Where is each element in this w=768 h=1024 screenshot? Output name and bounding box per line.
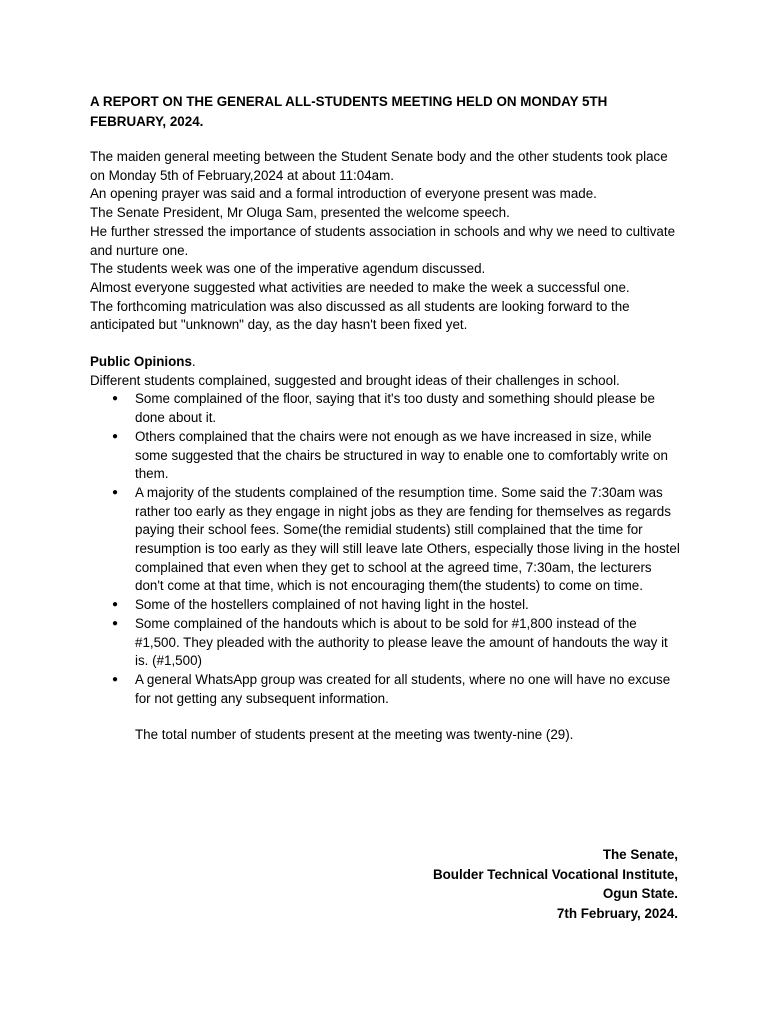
report-title: A REPORT ON THE GENERAL ALL-STUDENTS MEETING HELD ON MONDAY 5TH FEBRUARY, 2024. <box>90 94 608 129</box>
section-heading-suffix: . <box>191 354 196 370</box>
list-item <box>112 428 680 484</box>
bullet-icon: ● <box>112 599 119 611</box>
list-item-text: Some complained of the handouts which is about to be sold for #1,800 instead of the #1,500. They pleaded with the authority to please leave the amount of handouts the way it is. (#1,500) <box>135 615 668 669</box>
section-heading-text: Public Opinions <box>90 354 192 370</box>
intro-paragraph: The maiden general meeting between the Student Senate body and the other students took place on Monday 5th of February,2024 at about 11:04am. <box>90 149 668 183</box>
bullet-icon: ● <box>112 430 119 442</box>
list-item-text: Some of the hostellers complained of not having light in the hostel. <box>135 597 529 613</box>
list-item <box>112 596 680 615</box>
intro-paragraph: The forthcoming matriculation was also discussed as all students are looking forward to the anticipated but "unknown" day, as the day hasn't been fixed yet. <box>90 298 630 333</box>
bullet-icon: ● <box>112 673 119 685</box>
bullet-icon: ● <box>112 617 119 629</box>
signature-line: The Senate, <box>602 847 678 862</box>
list-item-text: Others complained that the chairs were not enough as we have increased in size, while some suggested that the chairs be structured in way to enable one to comfortably write on them. <box>135 428 668 482</box>
list-item-text: Some complained of the floor, saying that it's too dusty and something should please be done about it. <box>135 391 655 426</box>
intro-paragraph: Almost everyone suggested what activities are needed to make the week a successful one. <box>90 279 630 295</box>
list-item-text: A general WhatsApp group was created for all students, where no one will have no excuse for not getting any subsequent information. <box>135 671 671 706</box>
intro-paragraph: The students week was one of the imperative agendum discussed. <box>90 261 486 277</box>
section-heading <box>90 353 680 372</box>
intro-paragraph: The Senate President, Mr Oluga Sam, presented the welcome speech. <box>90 205 510 221</box>
bullet-icon: ● <box>112 486 119 498</box>
intro-paragraph: An opening prayer was said and a formal introduction of everyone present was made. <box>90 186 597 202</box>
opinions-list <box>90 390 680 708</box>
signature-block <box>433 845 678 923</box>
intro-section <box>90 148 680 335</box>
intro-paragraph: He further stressed the importance of students association in schools and why we need to cultivate and nurture one. <box>90 223 676 258</box>
signature-line: Boulder Technical Vocational Institute, <box>432 866 678 882</box>
bullet-icon: ● <box>112 393 119 405</box>
signature-line: Ogun State. <box>602 886 678 901</box>
report-document <box>90 92 680 745</box>
list-item <box>112 390 680 427</box>
signature-date: 7th February, 2024. <box>556 905 678 921</box>
total-attendance-note: The total number of students present at the meeting was twenty-nine (29). <box>135 727 574 743</box>
list-item-text: A majority of the students complained of the resumption time. Some said the 7:30am was rather too early as they engage in night jobs as they are fending for themselves as regards paying their school fees. Some(the remidial students) still complained that the time for resumption is too early as they will still leave late Others, especially those living in the hostel complained that even when they get to school at the agreed time, 7:30am, the lecturers don't come at that time, which is not encouraging them(the students) to come on time. <box>135 484 680 594</box>
list-item <box>112 484 680 596</box>
list-item <box>112 671 680 708</box>
list-item <box>112 615 680 671</box>
section-intro: Different students complained, suggested and brought ideas of their challenges in school. <box>90 372 620 388</box>
